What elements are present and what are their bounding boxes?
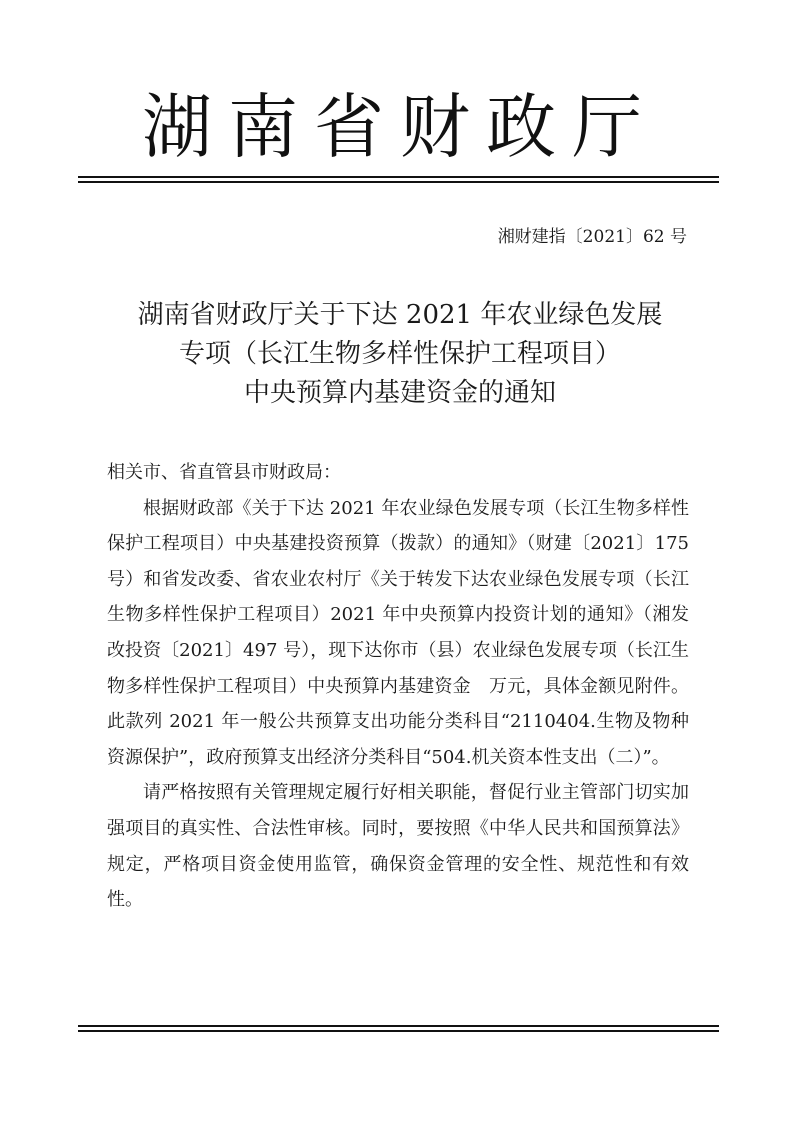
footer-rule-lower <box>78 1030 719 1032</box>
header-rule-upper <box>78 176 719 178</box>
document-title-line: 中央预算内基建资金的通知 <box>243 378 556 408</box>
document-number: 湘财建指〔2021〕62 号 <box>497 227 687 247</box>
document-body <box>107 455 689 918</box>
issuer-name: 湖南省财政厅 <box>142 86 658 168</box>
body-paragraph-requirements: 请严格按照有关管理规定履行好相关职能，督促行业主管部门切实加强项目的真实性、合法性审核。同时，要按照《中华人民共和国预算法》规定，严格项目资金使用监管，确保资金管理的安全性、规范性和有效性。 <box>107 782 689 911</box>
document-title-line: 湖南省财政厅关于下达 2021 年农业绿色发展 <box>137 300 663 330</box>
footer-rule-upper <box>78 1025 719 1027</box>
document-title <box>80 296 720 413</box>
document-title-line: 专项（长江生物多样性保护工程项目） <box>178 339 621 369</box>
body-paragraph-funding: 根据财政部《关于下达 2021 年农业绿色发展专项（长江生物多样性保护工程项目）中央基建投资预算（拨款）的通知》（财建〔2021〕175 号）和省发改委、省农业农村厅《关于转发下达农业绿色发展专项（长江生物多样性保护工程项目）2021 年中央预算内投资计划的通知》（湘发改投资〔2021〕497 号），现下达你市（县）农业绿色发展专项（长江生物多样性保护工程项目）中央预算内基建资金 万元，具体金额见附件。此款列 2021 年一般公共预算支出功能分类科目“2110404.生物及物种资源保护”，政府预算支出经济分类科目“504.机关资本性支出（二）”。 <box>107 497 689 768</box>
header-rule-lower <box>78 181 719 183</box>
salutation: 相关市、省直管县市财政局： <box>107 462 341 483</box>
